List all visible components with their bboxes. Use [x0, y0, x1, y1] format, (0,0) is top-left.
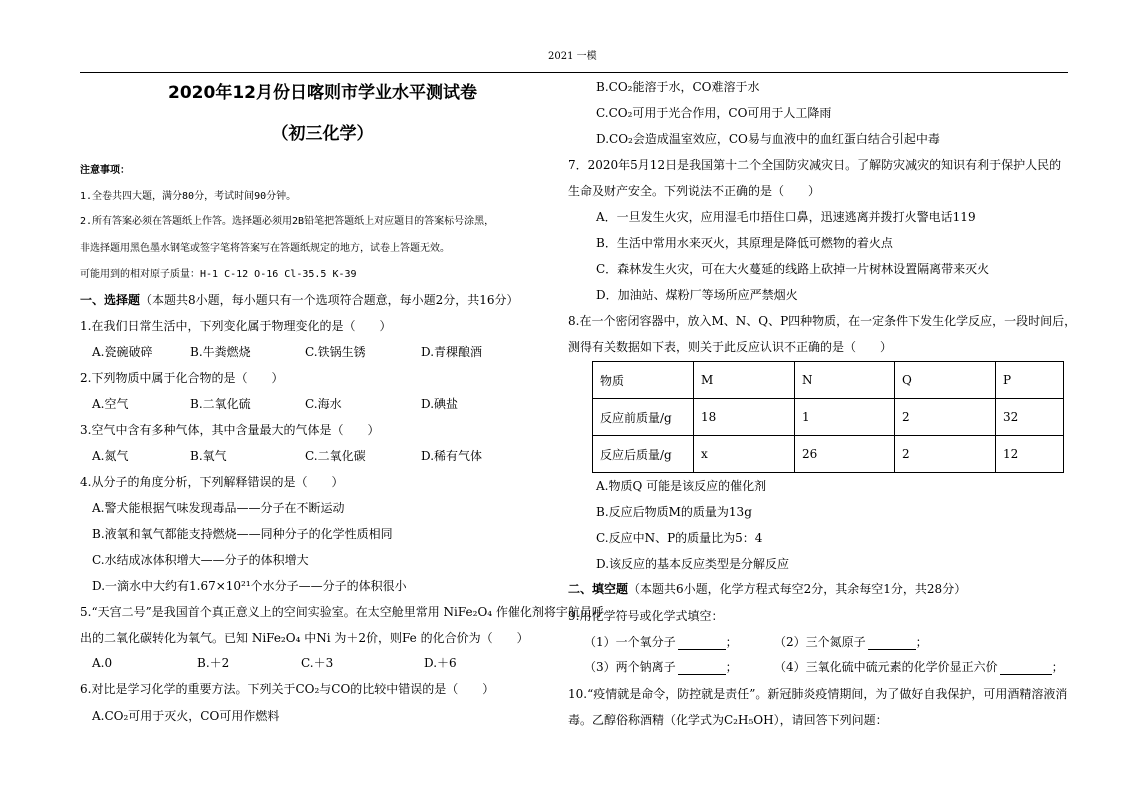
table-header-cell: 物质	[593, 362, 694, 399]
option: D.碘盐	[421, 397, 459, 411]
question-stem: 4.从分子的角度分析，下列解释错误的是（ ）	[80, 475, 344, 489]
option: A.0	[92, 656, 113, 670]
section-desc: （本题共8小题，每小题只有一个选项符合题意，每小题2分，共16分）	[140, 293, 519, 307]
answer-blank[interactable]	[678, 636, 726, 650]
option: A.物质Q 可能是该反应的催化剂	[596, 479, 767, 493]
table-cell: 26	[795, 436, 895, 473]
option: D.稀有气体	[421, 449, 483, 463]
section-desc: （本题共6小题，化学方程式每空2分，其余每空1分，共28分）	[628, 582, 967, 596]
option: A．一旦发生火灾，应用湿毛巾捂住口鼻，迅速逃离并拨打火警电话119	[596, 210, 976, 224]
question-options	[92, 396, 458, 412]
table-cell: 12	[996, 436, 1064, 473]
option: C.＋3	[301, 656, 334, 670]
option: B.液氧和氧气都能支持燃烧——同种分子的化学性质相同	[92, 527, 393, 541]
option: D．加油站、煤粉厂等场所应严禁烟火	[596, 288, 798, 302]
option: D.CO₂会造成温室效应，CO易与血液中的血红蛋白结合引起中毒	[596, 132, 940, 146]
separator: ；	[915, 635, 928, 649]
option: B.CO₂能溶于水，CO难溶于水	[596, 80, 760, 94]
option: D.青稞酿酒	[421, 345, 483, 359]
note-item: 2.所有答案必须在答题纸上作答。选择题必须用2B铅笔把答题纸上对应题目的答案标号涂黑，	[80, 216, 495, 227]
question-stem: 7．2020年5月12日是我国第十二个全国防灾减灾日。了解防灾减灾的知识有利于保护人民的	[568, 158, 1062, 172]
note-item: 非选择题用黑色墨水钢笔或签字笔将答案写在答题纸规定的地方，试卷上答题无效。	[80, 243, 450, 254]
table-cell: 反应前质量/g	[593, 399, 694, 436]
question-stem: 1.在我们日常生活中，下列变化属于物理变化的是（ ）	[80, 319, 392, 333]
option: B.二氧化硫	[190, 397, 251, 411]
option: A.氮气	[92, 449, 129, 463]
option: C.水结成冰体积增大——分子的体积增大	[92, 553, 309, 567]
option: D.一滴水中大约有1.67×10²¹个水分子——分子的体积很小	[92, 579, 407, 593]
option: C.反应中N、P的质量比为5：4	[596, 531, 763, 545]
answer-blank[interactable]	[1000, 661, 1052, 675]
section-heading	[568, 581, 966, 597]
table-header-cell: Q	[895, 362, 996, 399]
running-head: 2021 一模	[548, 51, 597, 62]
separator: ；	[1051, 660, 1064, 674]
question-stem: 6.对比是学习化学的重要方法。下列关于CO₂与CO的比较中错误的是（ ）	[80, 682, 495, 696]
fill-item	[584, 634, 738, 650]
option: B.＋2	[197, 656, 230, 670]
question-stem: 生命及财产安全。下列说法不正确的是（ ）	[568, 184, 821, 198]
question-stem: 3.空气中含有多种气体，其中含量最大的气体是（ ）	[80, 423, 380, 437]
fill-item	[774, 659, 1064, 675]
question-stem: 8.在一个密闭容器中，放入M、N、Q、P四种物质，在一定条件下发生化学反应，一段时间后，	[568, 314, 1077, 328]
table-cell: 2	[895, 436, 996, 473]
question-stem: 测得有关数据如下表，则关于此反应认识不正确的是（ ）	[568, 340, 893, 354]
section-heading	[80, 292, 519, 308]
note-item: 1.全卷共四大题，满分80分，考试时间90分钟。	[80, 191, 297, 202]
mass-data-table	[592, 361, 1064, 473]
table-header-row	[593, 362, 1064, 399]
option: C．森林发生火灾，可在大火蔓延的线路上砍掉一片树林设置隔离带来灭火	[596, 262, 990, 276]
answer-blank[interactable]	[868, 636, 916, 650]
option: A.空气	[92, 397, 129, 411]
note-item: 可能用到的相对原子质量：H-1 C-12 O-16 Cl-35.5 K-39	[80, 269, 357, 280]
fill-label: （2）三个氮原子	[774, 635, 866, 649]
table-cell: 2	[895, 399, 996, 436]
question-options	[92, 344, 482, 360]
table-cell: 反应后质量/g	[593, 436, 694, 473]
header-rule	[80, 72, 1068, 73]
question-stem: 9.用化学符号或化学式填空：	[568, 609, 724, 623]
option: C.铁锅生锈	[305, 345, 366, 359]
option: B.氧气	[190, 449, 227, 463]
option: C.CO₂可用于光合作用，CO可用于人工降雨	[596, 106, 832, 120]
table-row	[593, 436, 1064, 473]
question-stem: 10.“疫情就是命令，防控就是责任”。新冠肺炎疫情期间，为了做好自我保护，可用酒精溶液消	[568, 687, 1068, 701]
page-title: 2020年12月份日喀则市学业水平测试卷	[168, 83, 477, 103]
question-options	[92, 448, 482, 464]
fill-label: （3）两个钠离子	[584, 660, 676, 674]
option: D.该反应的基本反应类型是分解反应	[596, 557, 790, 571]
table-cell: 32	[996, 399, 1064, 436]
option: A.警犬能根据气味发现毒品——分子在不断运动	[92, 501, 345, 515]
question-stem: 2.下列物质中属于化合物的是（ ）	[80, 371, 284, 385]
section-label: 二、填空题	[568, 582, 629, 596]
question-options	[92, 655, 457, 671]
table-row	[593, 399, 1064, 436]
option: C.二氧化碳	[305, 449, 366, 463]
question-stem: 出的二氧化碳转化为氧气。已知 NiFe₂O₄ 中Ni 为＋2价，则Fe 的化合价为（ ）	[80, 631, 529, 645]
option: D.＋6	[424, 656, 457, 670]
option: B．生活中常用水来灭火，其原理是降低可燃物的着火点	[596, 236, 893, 250]
fill-label: （4）三氧化硫中硫元素的化学价显正六价	[774, 660, 998, 674]
table-header-cell: P	[996, 362, 1064, 399]
option: B.牛粪燃烧	[190, 345, 251, 359]
fill-item	[584, 659, 738, 675]
page-subtitle: （初三化学）	[271, 124, 374, 144]
table-cell: 1	[795, 399, 895, 436]
table-cell: 18	[694, 399, 795, 436]
option: C.海水	[305, 397, 342, 411]
answer-blank[interactable]	[678, 661, 726, 675]
option: B.反应后物质M的质量为13g	[596, 505, 752, 519]
option: A.CO₂可用于灭火，CO可用作燃料	[92, 709, 280, 723]
fill-label: （1）一个氧分子	[584, 635, 676, 649]
separator: ；	[725, 635, 738, 649]
section-label: 一、选择题	[80, 293, 141, 307]
table-cell: x	[694, 436, 795, 473]
separator: ；	[725, 660, 738, 674]
question-stem: 5.“天宫二号”是我国首个真正意义上的空间实验室。在太空舱里常用 NiFe₂O₄ 作催化剂将宇航员呼	[80, 605, 604, 619]
question-stem: 毒。乙醇俗称酒精（化学式为C₂H₅OH），请回答下列问题：	[568, 713, 888, 727]
fill-item	[774, 634, 928, 650]
notes-heading: 注意事项：	[80, 165, 130, 176]
table-header-cell: N	[795, 362, 895, 399]
table-header-cell: M	[694, 362, 795, 399]
option: A.瓷碗破碎	[92, 345, 153, 359]
